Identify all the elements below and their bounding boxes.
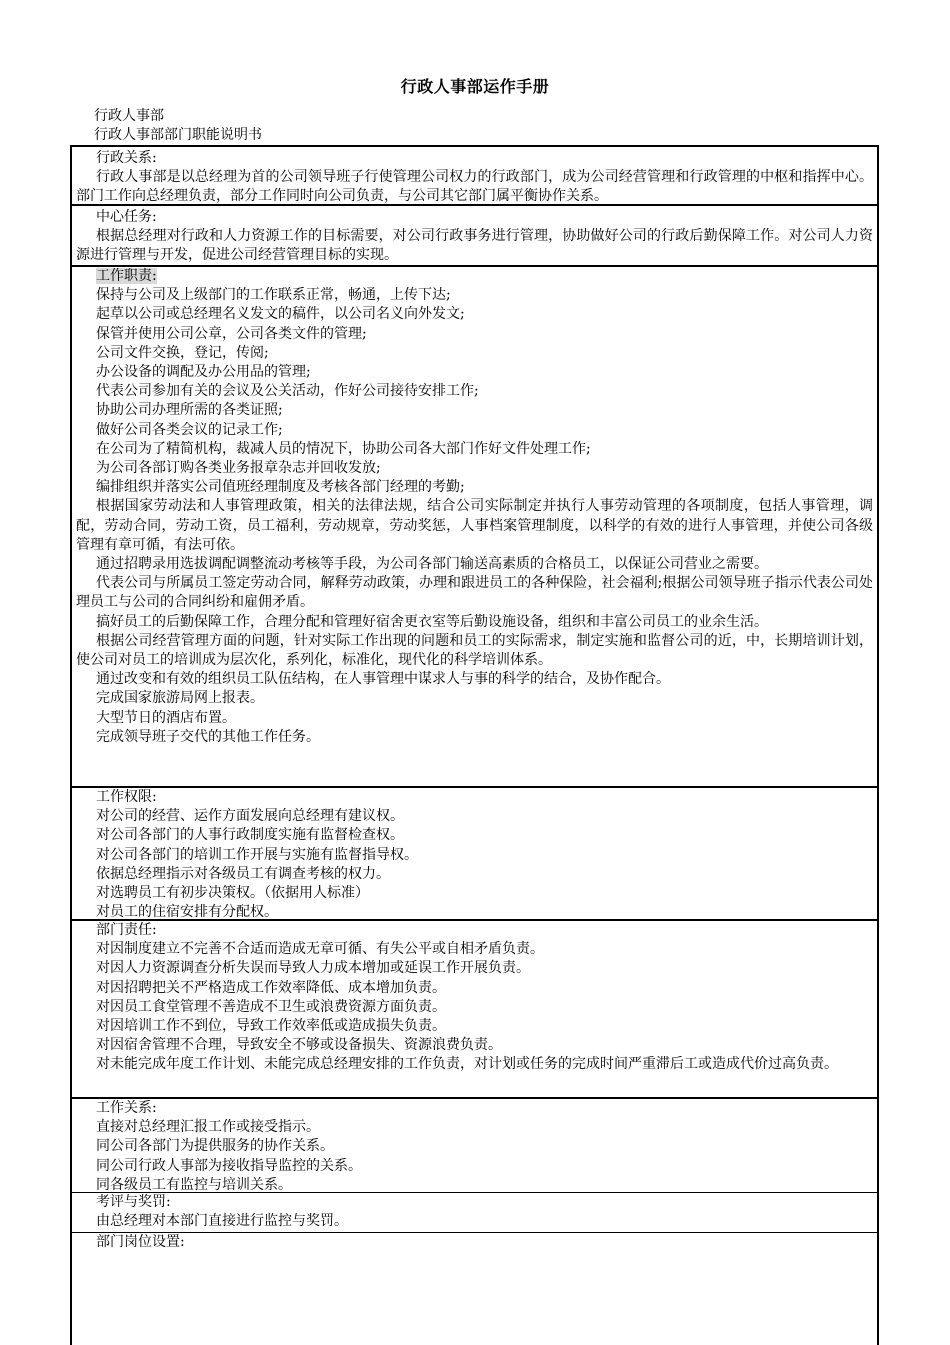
- section-heading: 部门岗位设置:: [96, 1234, 185, 1250]
- document-title: 行政人事部运作手册: [400, 77, 550, 96]
- section-line: 对公司各部门的培训工作开展与实施有监督指导权。: [96, 846, 418, 863]
- section-body: [76, 168, 873, 206]
- section-line: 对公司的经营、运作方面发展向总经理有建议权。: [96, 808, 404, 825]
- department-name: 行政人事部: [94, 108, 164, 124]
- section-line: 代表公司与所属员工签定劳动合同，解释劳动政策，办理和跟进员工的各种保险，社会福利;根据公司领导班子指示代表公司处理员工与公司的合同纠纷和雇佣矛盾。: [76, 575, 873, 611]
- section-line: 对公司各部门的人事行政制度实施有监督检查权。: [96, 827, 404, 844]
- section-responsibility: [70, 919, 879, 1097]
- section-line: 由总经理对本部门直接进行监控与奖罚。: [96, 1213, 348, 1230]
- section-heading: 工作职责:: [96, 268, 157, 284]
- section-line: 在公司为了精简机构，裁减人员的情况下，协助公司各大部门作好文件处理工作;: [96, 440, 591, 457]
- section-line: 同公司各部门为提供服务的协作关系。: [96, 1138, 334, 1155]
- section-line: 依据总经理指示对各级员工有调查考核的权力。: [96, 865, 390, 882]
- section-line: 为公司各部订购各类业务报章杂志并回收发放;: [96, 460, 381, 477]
- section-line: 代表公司参加有关的会议及公关活动，作好公司接待安排工作;: [96, 383, 479, 400]
- section-work-relations: [70, 1097, 879, 1192]
- section-line: 搞好员工的后勤保障工作，合理分配和管理好宿舍更衣室等后勤设施设备，组织和丰富公司员工的业余生活。: [96, 613, 768, 630]
- section-line: 编排组织并落实公司值班经理制度及考核各部门经理的考勤;: [96, 479, 465, 496]
- section-body: [76, 286, 873, 747]
- section-line: 通过招聘录用选拔调配调整流动考核等手段，为公司各部门输送高素质的合格员工，以保证公司营业之需要。: [96, 556, 768, 573]
- section-line: 通过改变和有效的组织员工队伍结构，在人事管理中谋求人与事的科学的结合，及协作配合。: [96, 671, 670, 688]
- section-line: 对未能完成年度工作计划、未能完成总经理安排的工作负责，对计划或任务的完成时间严重滞后工或造成代价过高负责。: [96, 1056, 838, 1073]
- section-line: 行政人事部是以总经理为首的公司领导班子行使管理公司权力的行政部门，成为公司经营管理和行政管理的中枢和指挥中心。部门工作向总经理负责，部分工作同时向公司负责，与公司其它部门属平衡协作关系。: [76, 169, 873, 205]
- section-line: 对员工的住宿安排有分配权。: [96, 904, 278, 921]
- section-body: [76, 807, 873, 922]
- section-line: 对因宿舍管理不合理，导致安全不够或设备损失、资源浪费负责。: [96, 1037, 502, 1054]
- section-line: 协助公司办理所需的各类证照;: [96, 402, 283, 419]
- section-line: 对选聘员工有初步决策权。（依据用人标准）: [96, 885, 369, 902]
- section-line: 同各级员工有监控与培训关系。: [96, 1176, 292, 1193]
- section-line: 对因人力资源调查分析失误而导致人力成本增加或延误工作开展负责。: [96, 960, 530, 977]
- section-positions: [70, 1232, 879, 1344]
- section-heading: 工作权限:: [96, 789, 157, 805]
- section-line: 直接对总经理汇报工作或接受指示。: [96, 1119, 320, 1136]
- section-heading: 工作关系:: [96, 1100, 157, 1116]
- section-line: 根据国家劳动法和人事管理政策，相关的法律法规，结合公司实际制定并执行人事劳动管理的各项制度，包括人事管理，调配，劳动合同，劳动工资，员工福利，劳动规章，劳动奖惩，人事档案管理制度，以科学的有效的进行人事管理，并使公司各级管理有章可循，有法可依。: [76, 498, 873, 553]
- section-line: 根据公司经营管理方面的问题，针对实际工作出现的问题和员工的实际需求，制定实施和监督公司的近，中，长期培训计划，使公司对员工的培训成为层次化，系列化，标准化，现代化的科学培训体系。: [76, 632, 873, 669]
- section-line: 完成国家旅游局网上报表。: [96, 690, 264, 707]
- section-line: 完成领导班子交代的其他工作任务。: [96, 728, 320, 745]
- section-line: 保持与公司及上级部门的工作联系正常，畅通，上传下达;: [96, 287, 451, 304]
- section-relations: [70, 145, 879, 205]
- section-line: 公司文件交换，登记，传阅;: [96, 344, 269, 361]
- section-line: 对因制度建立不完善不合适而造成无章可循、有失公平或自相矛盾负责。: [96, 941, 544, 958]
- section-heading: 部门责任:: [96, 922, 157, 938]
- section-body: [76, 940, 873, 1074]
- section-evaluation: [70, 1192, 879, 1232]
- section-line: 对因招聘把关不严格造成工作效率降低、成本增加负责。: [96, 979, 446, 996]
- section-line: 做好公司各类会议的记录工作;: [96, 421, 283, 438]
- section-mission: [70, 204, 879, 266]
- section-authority: [70, 786, 879, 919]
- section-body: [76, 1212, 873, 1231]
- section-body: [76, 1118, 873, 1195]
- section-body: [76, 227, 873, 265]
- section-line: 对因培训工作不到位，导致工作效率低或造成损失负责。: [96, 1018, 446, 1035]
- section-heading: 考评与奖罚:: [96, 1194, 171, 1210]
- section-line: 对因员工食堂管理不善造成不卫生或浪费资源方面负责。: [96, 998, 446, 1015]
- section-line: 起草以公司或总经理名义发文的稿件，以公司名义向外发文;: [96, 306, 465, 323]
- section-heading: 行政关系:: [96, 150, 157, 166]
- section-line: 办公设备的调配及办公用品的管理;: [96, 364, 311, 381]
- section-line: 根据总经理对行政和人力资源工作的目标需要，对公司行政事务进行管理，协助做好公司的行政后勤保障工作。对公司人力资源进行管理与开发，促进公司经营管理目标的实现。: [76, 228, 873, 264]
- section-line: 大型节日的酒店布置。: [96, 709, 236, 726]
- section-heading: 中心任务:: [96, 209, 157, 225]
- document-subtitle: 行政人事部部门职能说明书: [94, 127, 262, 143]
- section-line: 保管并使用公司公章，公司各类文件的管理;: [96, 325, 367, 342]
- section-duties: [70, 265, 879, 786]
- section-line: 同公司行政人事部为接收指导监控的关系。: [96, 1157, 362, 1174]
